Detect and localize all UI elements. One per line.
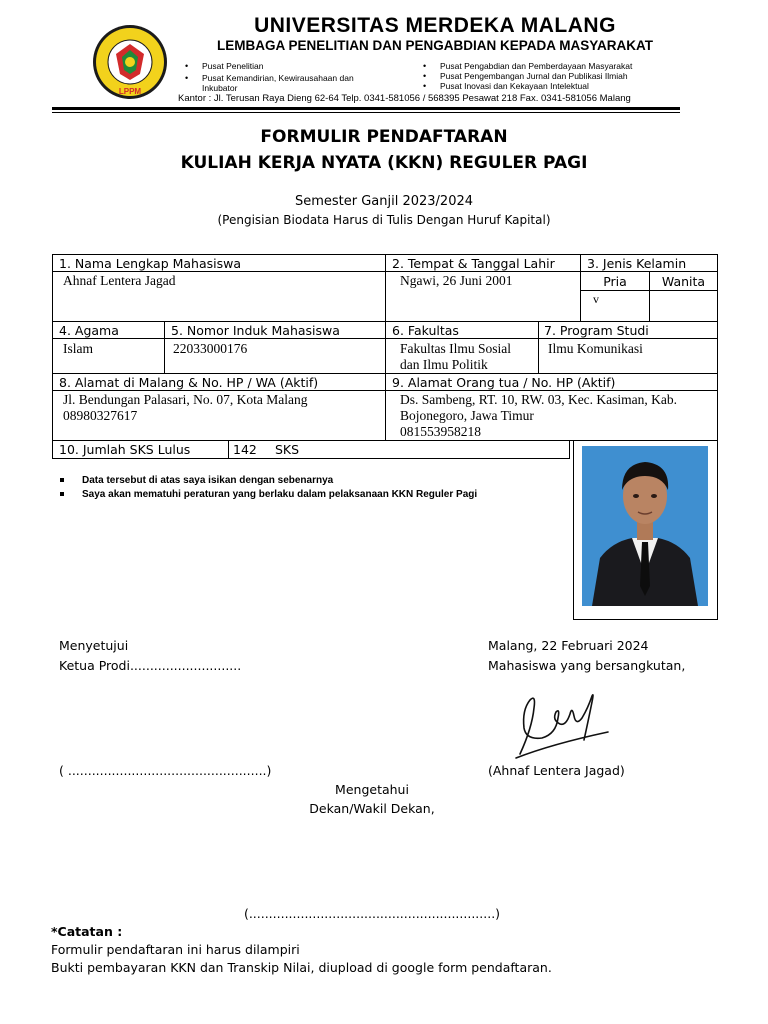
center-item: • Pusat Pengembangan Jurnal dan Publikasi Ilmiah	[423, 71, 628, 81]
sks-label: 10. Jumlah SKS Lulus	[59, 442, 191, 457]
head-signature-blank: ( ..................................................)	[59, 763, 272, 778]
student-photo	[582, 446, 708, 606]
university-name: UNIVERSITAS MERDEKA MALANG	[254, 14, 616, 37]
instruction: (Pengisian Biodata Harus di Tulis Dengan Huruf Kapital)	[217, 213, 551, 227]
nim-value: 22033000176	[173, 341, 248, 356]
center-item: • Pusat Pengabdian dan Pemberdayaan Masyarakat	[423, 61, 633, 71]
sks-value: 142	[233, 442, 257, 457]
name-label: 1. Nama Lengkap Mahasiswa	[59, 256, 242, 271]
notes-title: *Catatan :	[51, 924, 123, 939]
institute-name: LEMBAGA PENELITIAN DAN PENGABDIAN KEPADA MASYARAKAT	[216, 38, 653, 53]
parent-address-line2: Bojonegoro, Jawa Timur	[400, 408, 534, 423]
approve-label: Menyetujui	[59, 638, 129, 653]
address-value-line2: 08980327617	[63, 408, 138, 423]
dean-label: Dekan/Wakil Dekan,	[309, 801, 435, 816]
faculty-value-line1: Fakultas Ilmu Sosial	[400, 341, 511, 356]
program-value: Ilmu Komunikasi	[548, 341, 643, 356]
center-item: • Pusat Inovasi dan Kekayaan Intelektual	[423, 81, 589, 91]
center-item: • Pusat Penelitian	[185, 61, 264, 71]
center-item: • Pusat Kemandirian, Kewirausahaan dan Inkubator	[185, 73, 354, 93]
office-address: Kantor : Jl. Terusan Raya Dieng 62-64 Telp. 0341-581056 / 568395 Pesawat 218 Fax. 0341-581056 Malang	[178, 93, 631, 104]
parent-address-line1: Ds. Sambeng, RT. 10, RW. 03, Kec. Kasiman, Kab.	[400, 392, 678, 407]
sks-unit: SKS	[275, 442, 300, 457]
student-role: Mahasiswa yang bersangkutan,	[488, 658, 686, 673]
birth-label: 2. Tempat & Tanggal Lahir	[392, 256, 555, 271]
header-divider-thin	[52, 112, 680, 113]
birth-value: Ngawi, 26 Juni 2001	[400, 273, 513, 288]
semester: Semester Ganjil 2023/2024	[294, 194, 474, 209]
address-value-line1: Jl. Bendungan Palasari, No. 07, Kota Malang	[63, 392, 308, 407]
student-signature	[512, 688, 612, 760]
place-date: Malang, 22 Februari 2024	[488, 638, 649, 653]
statement-item: Saya akan mematuhi peraturan yang berlaku dalam pelaksanaan KKN Reguler Pagi	[82, 489, 477, 500]
religion-value: Islam	[63, 341, 93, 356]
statement-item: Data tersebut di atas saya isikan dengan sebenarnya	[82, 475, 333, 486]
parent-address-label: 9. Alamat Orang tua / No. HP (Aktif)	[392, 375, 616, 390]
religion-label: 4. Agama	[59, 323, 119, 338]
program-label: 7. Program Studi	[544, 323, 649, 338]
notes-line: Formulir pendaftaran ini harus dilampiri	[51, 942, 300, 957]
gender-female-label: Wanita	[661, 274, 706, 289]
faculty-value-line2: dan Ilmu Politik	[400, 357, 488, 372]
nim-label: 5. Nomor Induk Mahasiswa	[171, 323, 340, 338]
acknowledge-label: Mengetahui	[335, 782, 409, 797]
address-label: 8. Alamat di Malang & No. HP / WA (Aktif)	[59, 375, 319, 390]
form-title: FORMULIR PENDAFTARAN	[260, 127, 508, 147]
name-value: Ahnaf Lentera Jagad	[63, 273, 176, 288]
notes-line: Bukti pembayaran KKN dan Transkip Nilai, diupload di google form pendaftaran.	[51, 960, 552, 975]
head-of-program-label: Ketua Prodi............................	[59, 658, 242, 673]
parent-phone: 081553958218	[400, 424, 481, 439]
student-name-signed: (Ahnaf Lentera Jagad)	[488, 763, 625, 778]
lppm-logo	[92, 24, 168, 100]
dean-signature-blank: (..............................................................)	[243, 906, 501, 921]
faculty-label: 6. Fakultas	[392, 323, 459, 338]
gender-male-label: Pria	[603, 274, 627, 289]
header-divider	[52, 107, 680, 110]
gender-male-mark: v	[593, 292, 599, 306]
gender-label: 3. Jenis Kelamin	[587, 256, 687, 271]
logo-text: LPPM	[118, 87, 142, 96]
form-subtitle: KULIAH KERJA NYATA (KKN) REGULER PAGI	[180, 153, 588, 173]
